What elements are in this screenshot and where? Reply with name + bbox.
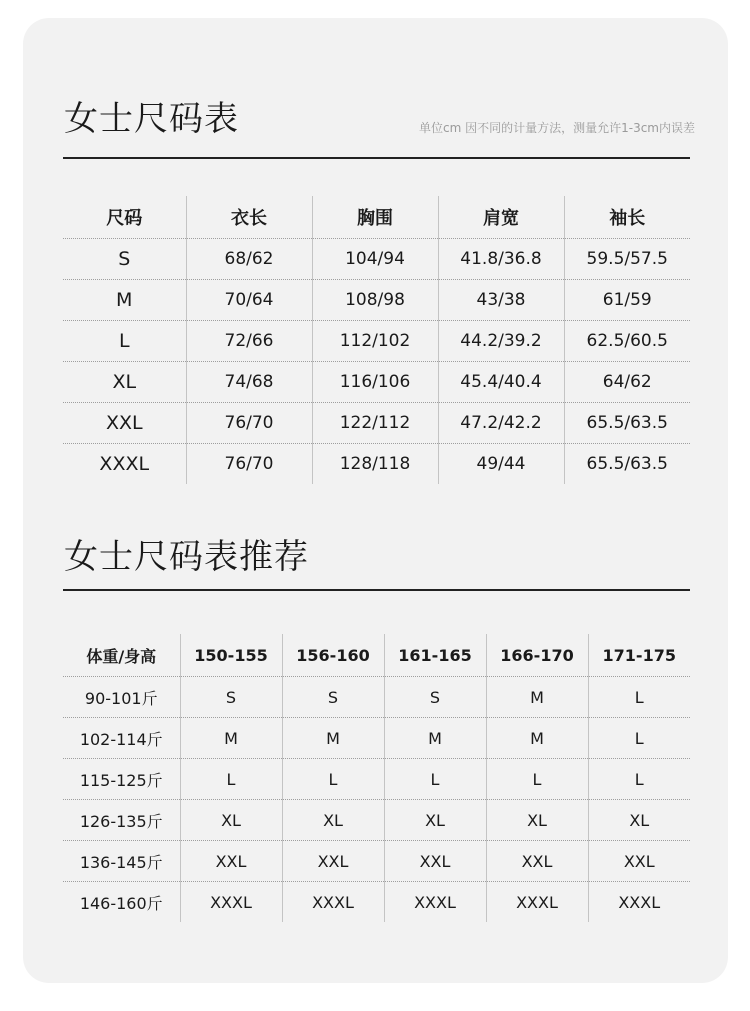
sleeve-value: 64/62 [564, 362, 690, 403]
length-value: 70/64 [186, 280, 312, 321]
bust-value: 112/102 [312, 321, 438, 362]
header-weight-height: 体重/身高 [63, 634, 180, 677]
weight-range: 136-145斤 [63, 841, 180, 882]
measurement-note: 单位cm 因不同的计量方法，测量允许1-3cm内误差 [419, 121, 695, 135]
size-label: XXXL [63, 444, 186, 485]
size-label: XXL [63, 403, 186, 444]
recommended-size: L [282, 759, 384, 800]
recommended-size: M [384, 718, 486, 759]
shoulder-value: 45.4/40.4 [438, 362, 564, 403]
table-row [63, 444, 690, 485]
recommended-size: L [588, 759, 690, 800]
weight-range: 126-135斤 [63, 800, 180, 841]
header-length: 衣长 [186, 196, 312, 239]
recommended-size: M [282, 718, 384, 759]
length-value: 74/68 [186, 362, 312, 403]
header-height-range: 161-165 [384, 634, 486, 677]
sleeve-value: 65.5/63.5 [564, 403, 690, 444]
recommended-size: XXL [384, 841, 486, 882]
table-row [63, 718, 690, 759]
recommended-size: M [486, 677, 588, 718]
bust-value: 116/106 [312, 362, 438, 403]
table-row [63, 677, 690, 718]
recommendation-header-row [63, 634, 690, 677]
recommended-size: L [486, 759, 588, 800]
weight-range: 90-101斤 [84, 688, 158, 708]
sleeve-value: 62.5/60.5 [564, 321, 690, 362]
weight-range: 146-160斤 [63, 882, 180, 923]
recommended-size: M [486, 718, 588, 759]
recommended-size: L [384, 759, 486, 800]
recommended-size: XXL [180, 841, 282, 882]
recommended-size: XXXL [282, 882, 384, 923]
sleeve-value: 65.5/63.5 [564, 444, 690, 485]
recommended-size: XL [384, 800, 486, 841]
header-sleeve: 袖长 [564, 196, 690, 239]
size-label: S [118, 248, 131, 270]
table-row [63, 403, 690, 444]
shoulder-value: 43/38 [438, 280, 564, 321]
recommended-size: L [180, 759, 282, 800]
header-height-range: 150-155 [180, 634, 282, 677]
length-value: 72/66 [186, 321, 312, 362]
recommended-size: M [180, 718, 282, 759]
bust-value: 108/98 [312, 280, 438, 321]
length-value: 76/70 [186, 403, 312, 444]
recommended-size: L [588, 677, 690, 718]
recommendation-divider [63, 589, 690, 591]
recommendation-table [63, 634, 690, 922]
shoulder-value: 41.8/36.8 [438, 239, 564, 280]
table-row [63, 280, 690, 321]
table-row [63, 759, 690, 800]
length-value: 76/70 [186, 444, 312, 485]
recommended-size: XL [588, 800, 690, 841]
table-row [63, 882, 690, 923]
size-label: M [63, 280, 186, 321]
recommended-size: S [384, 677, 486, 718]
header-height-range: 156-160 [282, 634, 384, 677]
table-row [63, 841, 690, 882]
recommendation-title: 女士尺码表推荐 [64, 537, 309, 577]
bust-value: 104/94 [312, 239, 438, 280]
recommended-size: S [282, 677, 384, 718]
recommended-size: XXXL [384, 882, 486, 923]
recommended-size: XXXL [486, 882, 588, 923]
weight-range: 115-125斤 [63, 759, 180, 800]
shoulder-value: 49/44 [438, 444, 564, 485]
recommended-size: XXL [486, 841, 588, 882]
header-height-range: 171-175 [588, 634, 690, 677]
weight-range: 102-114斤 [63, 718, 180, 759]
size-chart-title: 女士尺码表 [64, 99, 239, 139]
recommended-size: XL [486, 800, 588, 841]
recommended-size: XXXL [180, 882, 282, 923]
header-height-range: 166-170 [486, 634, 588, 677]
header-shoulder: 肩宽 [438, 196, 564, 239]
size-label: L [63, 321, 186, 362]
bust-value: 128/118 [312, 444, 438, 485]
table-row [63, 362, 690, 403]
recommended-size: XXL [282, 841, 384, 882]
size-chart-divider [63, 157, 690, 159]
sleeve-value: 59.5/57.5 [564, 239, 690, 280]
header-bust: 胸围 [312, 196, 438, 239]
recommended-size: XL [180, 800, 282, 841]
recommended-size: XXL [588, 841, 690, 882]
table-row [63, 800, 690, 841]
recommended-size: L [588, 718, 690, 759]
recommended-size: XL [282, 800, 384, 841]
table-row [63, 239, 690, 280]
length-value: 68/62 [186, 239, 312, 280]
size-chart-header-row [63, 196, 690, 239]
size-label: XL [63, 362, 186, 403]
recommended-size: XXXL [588, 882, 690, 923]
recommended-size: S [180, 677, 282, 718]
header-size: 尺码 [63, 196, 186, 239]
shoulder-value: 44.2/39.2 [438, 321, 564, 362]
bust-value: 122/112 [312, 403, 438, 444]
table-row [63, 321, 690, 362]
sleeve-value: 61/59 [564, 280, 690, 321]
shoulder-value: 47.2/42.2 [438, 403, 564, 444]
size-chart-table [63, 196, 690, 484]
